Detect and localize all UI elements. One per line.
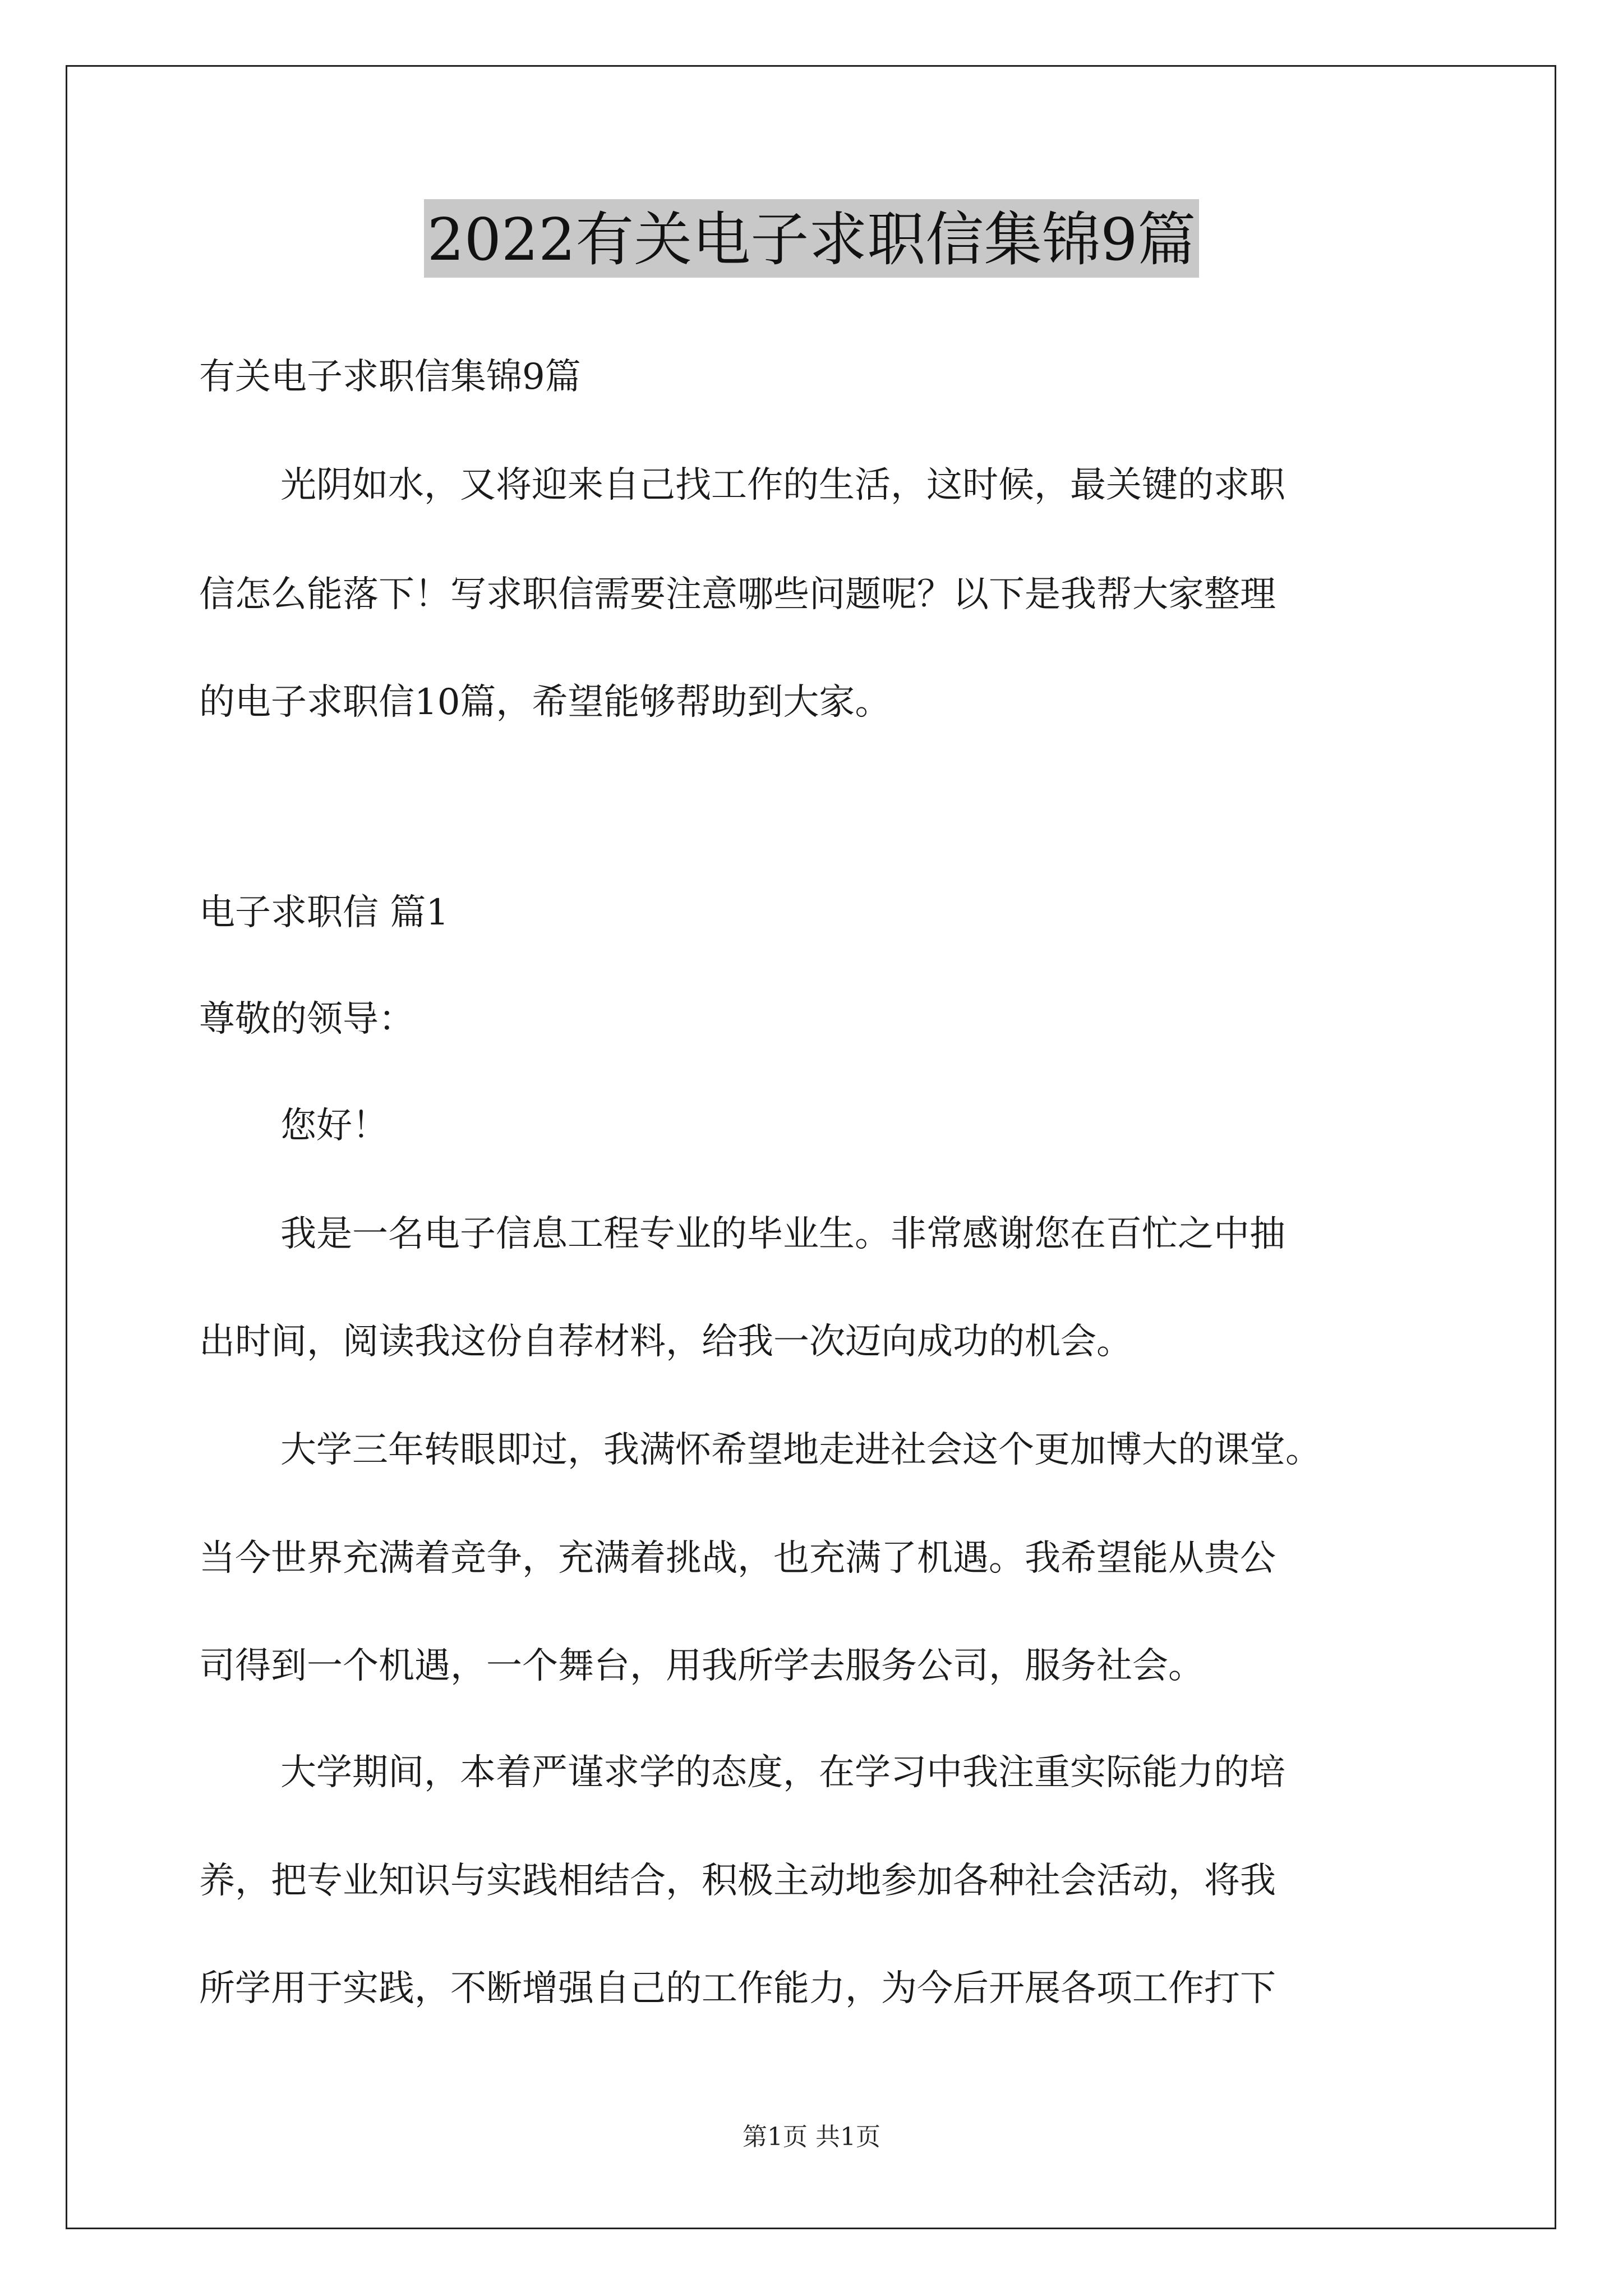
document-subtitle: 有关电子求职信集锦9篇 <box>199 356 581 398</box>
body-line-7: 养，把专业知识与实践相结合，积极主动地参加各种社会活动，将我 <box>199 1860 1276 1902</box>
section-heading: 电子求职信 篇1 <box>199 892 449 933</box>
page-footer: 第1页 共1页 <box>743 2123 880 2151</box>
intro-line-3: 的电子求职信10篇，希望能够帮助到大家。 <box>199 682 891 723</box>
body-line-8: 所学用于实践，不断增强自己的工作能力，为今后开展各项工作打下 <box>199 1968 1276 2009</box>
intro-line-2: 信怎么能落下！写求职信需要注意哪些问题呢？以下是我帮大家整理 <box>199 574 1276 615</box>
body-line-5: 司得到一个机遇，一个舞台，用我所学去服务公司，服务社会。 <box>199 1645 1204 1687</box>
greeting: 您好！ <box>280 1105 388 1147</box>
body-line-2: 出时间，阅读我这份自荐材料，给我一次迈向成功的机会。 <box>199 1321 1132 1363</box>
title-container <box>0 199 1623 278</box>
body-line-1: 我是一名电子信息工程专业的毕业生。非常感谢您在百忙之中抽 <box>280 1213 1285 1255</box>
body-line-4: 当今世界充满着竞争，充满着挑战，也充满了机遇。我希望能从贵公 <box>199 1538 1276 1579</box>
intro-line-1: 光阴如水，又将迎来自己找工作的生活，这时候，最关键的求职 <box>280 464 1285 506</box>
salutation: 尊敬的领导： <box>199 999 414 1040</box>
body-line-6: 大学期间，本着严谨求学的态度，在学习中我注重实际能力的培 <box>280 1752 1285 1793</box>
body-line-3: 大学三年转眼即过，我满怀希望地走进社会这个更加博大的课堂。 <box>280 1429 1321 1471</box>
document-title: 2022有关电子求职信集锦9篇 <box>424 199 1200 278</box>
